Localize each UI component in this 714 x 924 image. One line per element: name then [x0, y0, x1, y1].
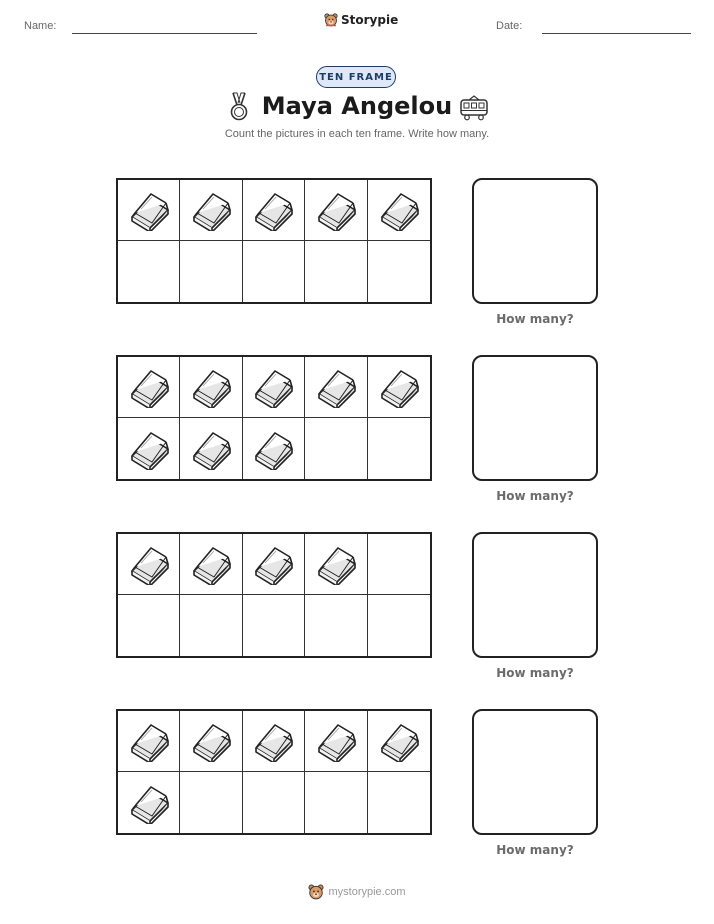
- name-line[interactable]: [72, 33, 257, 34]
- ten-frame-cell: [118, 357, 180, 418]
- ten-frame-cell: [118, 534, 180, 595]
- ten-frame-cell: [243, 711, 305, 772]
- ten-frame-cell: [368, 180, 430, 241]
- ten-frame-cell: [118, 418, 180, 479]
- ten-frame-cell: [305, 241, 367, 302]
- problem-4: [0, 709, 714, 869]
- brand: [324, 13, 398, 27]
- book-icon: [126, 543, 172, 585]
- book-icon: [126, 720, 172, 762]
- date-label: Date:: [496, 20, 523, 32]
- ten-frame: [116, 355, 432, 481]
- ten-frame-cell: [305, 357, 367, 418]
- book-icon: [126, 366, 172, 408]
- bear-logo-icon: [324, 13, 338, 27]
- book-icon: [313, 189, 359, 231]
- ten-frame-cell: [368, 357, 430, 418]
- book-icon: [126, 189, 172, 231]
- ten-frame-cell: [243, 534, 305, 595]
- bear-logo-icon: [308, 884, 324, 900]
- ten-frame: [116, 178, 432, 304]
- ten-frame-cell: [305, 711, 367, 772]
- ten-frame-cell: [180, 180, 242, 241]
- ten-frame-cell: [180, 357, 242, 418]
- brand-name: Storypie: [341, 13, 399, 27]
- ten-frame-cell: [118, 711, 180, 772]
- answer-box[interactable]: [472, 532, 598, 658]
- ten-frame-cell: [305, 534, 367, 595]
- ten-frame-cell: [305, 595, 367, 656]
- problem-1: [0, 178, 714, 338]
- ten-frame-cell: [180, 418, 242, 479]
- book-icon: [188, 428, 234, 470]
- worksheet-type-badge: TEN FRAME: [316, 66, 396, 88]
- ten-frame-cell: [180, 772, 242, 833]
- ten-frame-cell: [243, 180, 305, 241]
- book-icon: [126, 428, 172, 470]
- answer-box[interactable]: [472, 178, 598, 304]
- ten-frame-cell: [368, 241, 430, 302]
- how-many-label: How many?: [496, 666, 574, 680]
- ten-frame-cell: [180, 595, 242, 656]
- book-icon: [313, 720, 359, 762]
- book-icon: [188, 543, 234, 585]
- ten-frame-cell: [305, 180, 367, 241]
- date-line[interactable]: [542, 33, 691, 34]
- book-icon: [188, 189, 234, 231]
- ten-frame-cell: [368, 418, 430, 479]
- ten-frame-cell: [368, 711, 430, 772]
- ten-frame-cell: [368, 595, 430, 656]
- ten-frame-cell: [305, 418, 367, 479]
- book-icon: [250, 189, 296, 231]
- problem-2: [0, 355, 714, 515]
- footer-url: mystorypie.com: [328, 886, 406, 898]
- how-many-label: How many?: [496, 843, 574, 857]
- ten-frame-cell: [243, 241, 305, 302]
- page-title: Maya Angelou: [261, 92, 453, 120]
- book-icon: [250, 366, 296, 408]
- answer-box[interactable]: [472, 709, 598, 835]
- ten-frame-cell: [180, 241, 242, 302]
- instructions: Count the pictures in each ten frame. Write how many.: [224, 128, 490, 140]
- book-icon: [250, 720, 296, 762]
- ten-frame-cell: [368, 772, 430, 833]
- trolley-icon: [459, 95, 489, 121]
- ten-frame-cell: [305, 772, 367, 833]
- book-icon: [376, 720, 422, 762]
- ten-frame: [116, 709, 432, 835]
- book-icon: [250, 543, 296, 585]
- how-many-label: How many?: [496, 312, 574, 326]
- ten-frame-cell: [243, 357, 305, 418]
- book-icon: [188, 366, 234, 408]
- book-icon: [250, 428, 296, 470]
- how-many-label: How many?: [496, 489, 574, 503]
- ten-frame-cell: [180, 711, 242, 772]
- ten-frame-cell: [118, 180, 180, 241]
- ten-frame-cell: [243, 418, 305, 479]
- ten-frame: [116, 532, 432, 658]
- ten-frame-cell: [118, 595, 180, 656]
- problem-3: [0, 532, 714, 692]
- book-icon: [188, 720, 234, 762]
- book-icon: [376, 366, 422, 408]
- answer-box[interactable]: [472, 355, 598, 481]
- book-icon: [313, 366, 359, 408]
- book-icon: [376, 189, 422, 231]
- footer: [0, 884, 714, 900]
- name-label: Name:: [24, 20, 57, 32]
- ten-frame-cell: [243, 772, 305, 833]
- ten-frame-cell: [368, 534, 430, 595]
- ten-frame-cell: [118, 772, 180, 833]
- ten-frame-cell: [180, 534, 242, 595]
- ten-frame-cell: [118, 241, 180, 302]
- ten-frame-cell: [243, 595, 305, 656]
- book-icon: [126, 782, 172, 824]
- book-icon: [313, 543, 359, 585]
